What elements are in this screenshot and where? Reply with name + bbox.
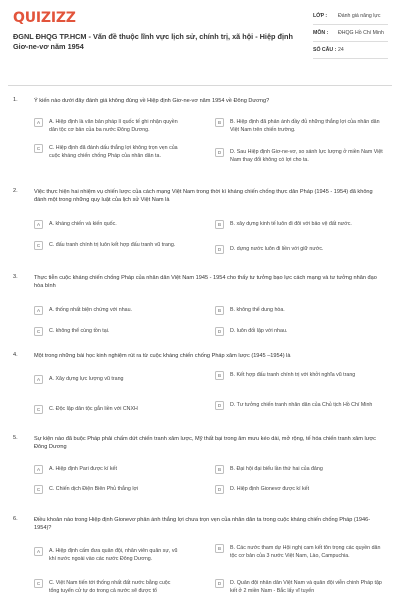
header-divider (8, 85, 392, 86)
option-text: A. thống nhất biện chứng với nhau. (49, 307, 132, 313)
option-letter: B (215, 306, 224, 315)
option-letter: A (34, 220, 43, 229)
answer-option-c[interactable] (34, 328, 182, 336)
answer-option-c[interactable] (34, 242, 182, 250)
answer-option-c[interactable] (34, 486, 182, 494)
answer-option-b[interactable] (215, 372, 387, 380)
answer-option-a[interactable] (34, 548, 182, 563)
option-letter: B (215, 371, 224, 380)
answer-option-a[interactable] (34, 466, 182, 474)
question-number: 4. (13, 352, 18, 358)
option-letter: B (215, 220, 224, 229)
answer-option-a[interactable] (34, 221, 182, 229)
meta-row-grade (313, 12, 388, 25)
option-letter: D (215, 579, 224, 588)
option-letter: D (215, 327, 224, 336)
option-text: D. Quân đội nhân dân Việt Nam và quân đội viễn chinh Pháp tập kết ở 2 miền Nam - Bắc lấy vĩ tuyến (230, 580, 382, 594)
option-text: C. Chiến dịch Điện Biên Phủ thắng lợi (49, 486, 139, 492)
option-letter: A (34, 547, 43, 556)
option-text: D. Tư tưởng chiến tranh nhân dân của Chủ tịch Hồ Chí Minh (230, 402, 373, 408)
option-text: B. Các nước tham dự Hội nghị cam kết tôn trọng các quyền dân tộc cơ bản của 3 nước Việt Nam, Lào, Campuchia. (230, 545, 381, 559)
answer-option-b[interactable] (215, 466, 387, 474)
meta-row-subject (313, 29, 388, 42)
option-text: D. luôn đối lập với nhau. (230, 328, 288, 334)
option-text: D. dựng nước luôn đi liền với giữ nước. (230, 246, 324, 252)
question-number: 2. (13, 188, 18, 194)
option-text: A. Hiệp định là văn bản pháp lí quốc tế ghi nhận quyền dân tộc cơ bản của ba nước Đông Dương. (49, 119, 178, 133)
option-letter: C (34, 327, 43, 336)
option-text: C. không thể cùng tồn tại. (49, 328, 110, 334)
answer-option-c[interactable] (34, 580, 182, 595)
meta-key: SỐ CÂU : (313, 47, 337, 53)
answer-option-b[interactable] (215, 221, 387, 229)
option-letter: B (215, 118, 224, 127)
option-letter: C (34, 485, 43, 494)
option-letter: A (34, 465, 43, 474)
option-letter: B (215, 544, 224, 553)
answer-option-d[interactable] (215, 580, 387, 595)
answer-option-d[interactable] (215, 149, 387, 164)
answer-option-c[interactable] (34, 406, 182, 414)
meta-key: MÔN : (313, 30, 329, 36)
option-text: A. Xây dựng lực lượng vũ trang (49, 376, 124, 382)
option-text: C. Độc lập dân tộc gắn liền với CNXH (49, 406, 138, 412)
question-text: Ý kiến nào dưới đây đánh giá không đúng về Hiệp định Giơ-ne-vơ năm 1954 về Đông Dương? (34, 98, 270, 104)
option-letter: B (215, 465, 224, 474)
worksheet-title: ĐGNL ĐHQG TP.HCM - Vấn đề thuộc lĩnh vực lịch sử, chính trị, xã hội - Hiệp định Giơ-ne-vơ năm 1954 (13, 32, 293, 51)
question-number: 6. (13, 516, 18, 522)
option-text: B. Hiệp định đã phản ánh đầy đủ những thắng lợi của nhân dân Việt Nam trên chiến trường. (230, 119, 380, 133)
answer-option-c[interactable] (34, 145, 182, 160)
answer-option-a[interactable] (34, 119, 182, 134)
meta-value: Đánh giá năng lực (338, 13, 381, 19)
option-letter: C (34, 144, 43, 153)
answer-option-d[interactable] (215, 328, 387, 336)
option-text: A. Hiệp định cấm đưa quân đội, nhân viên quân sự, vũ khí nước ngoài vào các nước Đông Dương. (49, 548, 178, 562)
option-text: C. Hiệp định đã đánh dấu thắng lợi không trọn vẹn của cuộc kháng chiến chống Pháp của nhân dân ta. (49, 145, 178, 159)
option-letter: A (34, 306, 43, 315)
answer-option-a[interactable] (34, 307, 182, 315)
answer-option-a[interactable] (34, 376, 182, 384)
option-letter: A (34, 118, 43, 127)
option-text: D. Hiệp định Gionevơ được kí kết (230, 486, 310, 492)
option-letter: D (215, 245, 224, 254)
option-letter: D (215, 401, 224, 410)
question-text: Một trong những bài học kinh nghiệm rút ra từ cuộc kháng chiến chống Pháp xâm lược (1945 –1954) là (34, 353, 291, 359)
option-letter: D (215, 485, 224, 494)
worksheet-meta (313, 12, 388, 63)
option-text: B. không thể dung hòa. (230, 307, 285, 313)
answer-option-d[interactable] (215, 246, 387, 254)
option-text: B. xây dựng kinh tế luôn đi đôi với bảo vệ đất nước. (230, 221, 352, 227)
option-letter: D (215, 148, 224, 157)
option-letter: C (34, 579, 43, 588)
meta-row-question-count (313, 46, 388, 59)
option-letter: C (34, 405, 43, 414)
question-number: 3. (13, 274, 18, 280)
question-text: Điều khoản nào trong Hiệp định Gionevơ phản ánh thắng lợi chưa trọn vẹn của nhân dân ta trong cuộc kháng chiến chống Pháp (1946-1954)? (34, 517, 371, 531)
option-text: A. kháng chiến và kiến quốc. (49, 221, 117, 227)
answer-option-d[interactable] (215, 486, 387, 494)
option-letter: A (34, 375, 43, 384)
quizizz-logo: QUIZIZZ (13, 10, 76, 26)
meta-key: LỚP : (313, 13, 328, 19)
answer-option-d[interactable] (215, 402, 387, 410)
option-letter: C (34, 241, 43, 250)
option-text: A. Hiệp định Pari được kí kết (49, 466, 117, 472)
answer-option-b[interactable] (215, 119, 387, 134)
option-text: B. Kết hợp đấu tranh chính trị với khởi nghĩa vũ trang (230, 372, 356, 378)
option-text: C. Việt Nam tiến tới thống nhất đất nước bằng cuộc tổng tuyển cử tự do trong cả nước sẽ được tổ (49, 580, 171, 594)
page-header (0, 0, 400, 88)
question-number: 1. (13, 97, 18, 103)
option-text: C. đấu tranh chính trị luôn kết hợp đấu tranh vũ trang. (49, 242, 176, 248)
option-text: D. Sau Hiệp định Giơ-ne-vơ, so sánh lực lượng ở miền Nam Việt Nam thay đổi không có lợi cho ta. (230, 149, 383, 163)
meta-value: ĐHQG Hồ Chí Minh (338, 30, 384, 36)
meta-value: 24 (338, 47, 344, 53)
question-text: Thực tiễn cuộc kháng chiến chống Pháp của nhân dân Việt Nam 1945 - 1954 cho thấy tư tưởng bạo lực cách mạng và tư tưởng nhân đạo hòa bình (34, 275, 377, 289)
option-text: B. Đại hội đại biểu lần thứ hai của đảng (230, 466, 323, 472)
answer-option-b[interactable] (215, 545, 387, 560)
question-number: 5. (13, 435, 18, 441)
answer-option-b[interactable] (215, 307, 387, 315)
question-text: Việc thực hiện hai nhiệm vụ chiến lược của cách mạng Việt Nam trong thời kì kháng chiến chống thực dân Pháp (1945 - 1954) đã không đánh một trong những quy luật của lịch sử Việt Nam là (34, 189, 373, 203)
question-text: Sự kiện nào đã buộc Pháp phải chấm dứt chiến tranh xâm lược, Mỹ thất bại trong âm mưu kéo dài, mở rộng, tế hóa chiến tranh xâm lược Đông Dương (34, 436, 376, 450)
